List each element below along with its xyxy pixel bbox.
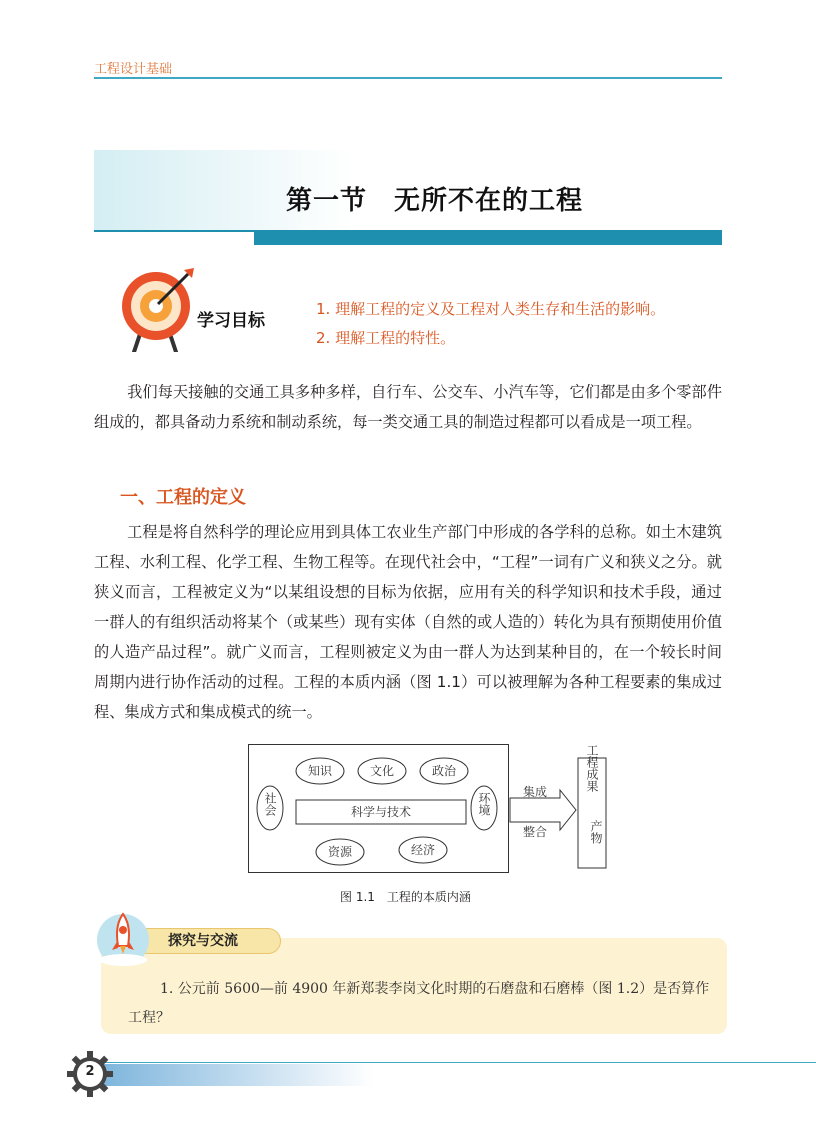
objective-item: 2. 理解工程的特性。 — [316, 329, 456, 347]
label-product: 产物 — [589, 820, 603, 844]
definition-paragraph — [94, 517, 722, 727]
intro-paragraph — [94, 377, 722, 437]
subsection-heading: 一、工程的定义 — [120, 487, 246, 508]
explore-question-text: 1. 公元前 5600—前 4900 年新郑裴李岗文化时期的石磨盘和石磨棒（图 1.2）是否算作工程？ — [128, 981, 710, 1026]
label-knowledge: 知识 — [307, 764, 333, 778]
section-title-banner — [94, 150, 722, 246]
running-head: 工程设计基础 — [94, 62, 173, 77]
figure-diagram — [248, 744, 610, 876]
label-science-tech: 科学与技术 — [350, 805, 412, 819]
rocket-icon — [94, 908, 152, 968]
label-society: 社会 — [263, 792, 277, 816]
title-bar — [254, 230, 722, 245]
label-economy: 经济 — [410, 843, 436, 857]
section-title: 第一节 无所不在的工程 — [286, 186, 584, 216]
explore-question — [128, 975, 718, 1033]
label-culture: 文化 — [369, 764, 395, 778]
label-result: 工程成果 — [585, 744, 599, 792]
label-resources: 资源 — [327, 845, 353, 859]
label-integration: 集成 — [522, 785, 548, 799]
definition-text: 工程是将自然科学的理论应用到具体工农业生产部门中形成的各学科的总称。如土木建筑工程、水利工程、化学工程、生物工程等。在现代社会中，“工程”一词有广义和狭义之分。就狭义而言，工程被定义为“以某组设想的目标为依据，应用有关的科学知识和技术手段，通过一群人的有组织活动将某个（或某些）现有实体（自然的或人造的）转化为具有预期使用价值的人造产品过程”。就广义而言，工程则被定义为由一群人为达到某种目的，在一个较长时间周期内进行协作活动的过程。工程的本质内涵（图 1.1）可以被理解为各种工程要素的集成过程、集成方式和集成模式的统一。 — [94, 523, 722, 721]
objective-item: 1. 理解工程的定义及工程对人类生存和生活的影响。 — [316, 300, 666, 318]
label-consolidation: 整合 — [522, 825, 548, 839]
label-politics: 政治 — [431, 764, 457, 778]
header-rule — [94, 77, 722, 79]
objectives-list — [316, 295, 665, 353]
page-number: 2 — [85, 1064, 95, 1079]
footer-gradient — [104, 1064, 374, 1086]
figure-caption: 图 1.1 工程的本质内涵 — [340, 890, 471, 904]
explore-label: 探究与交流 — [168, 933, 238, 949]
footer-rule — [94, 1062, 816, 1063]
label-environment: 环境 — [477, 792, 491, 816]
objectives-label: 学习目标 — [197, 311, 265, 331]
target-icon — [120, 268, 200, 352]
intro-text: 我们每天接触的交通工具多种多样，自行车、公交车、小汽车等，它们都是由多个零部件组成的，都具备动力系统和制动系统，每一类交通工具的制造过程都可以看成是一项工程。 — [94, 383, 722, 431]
